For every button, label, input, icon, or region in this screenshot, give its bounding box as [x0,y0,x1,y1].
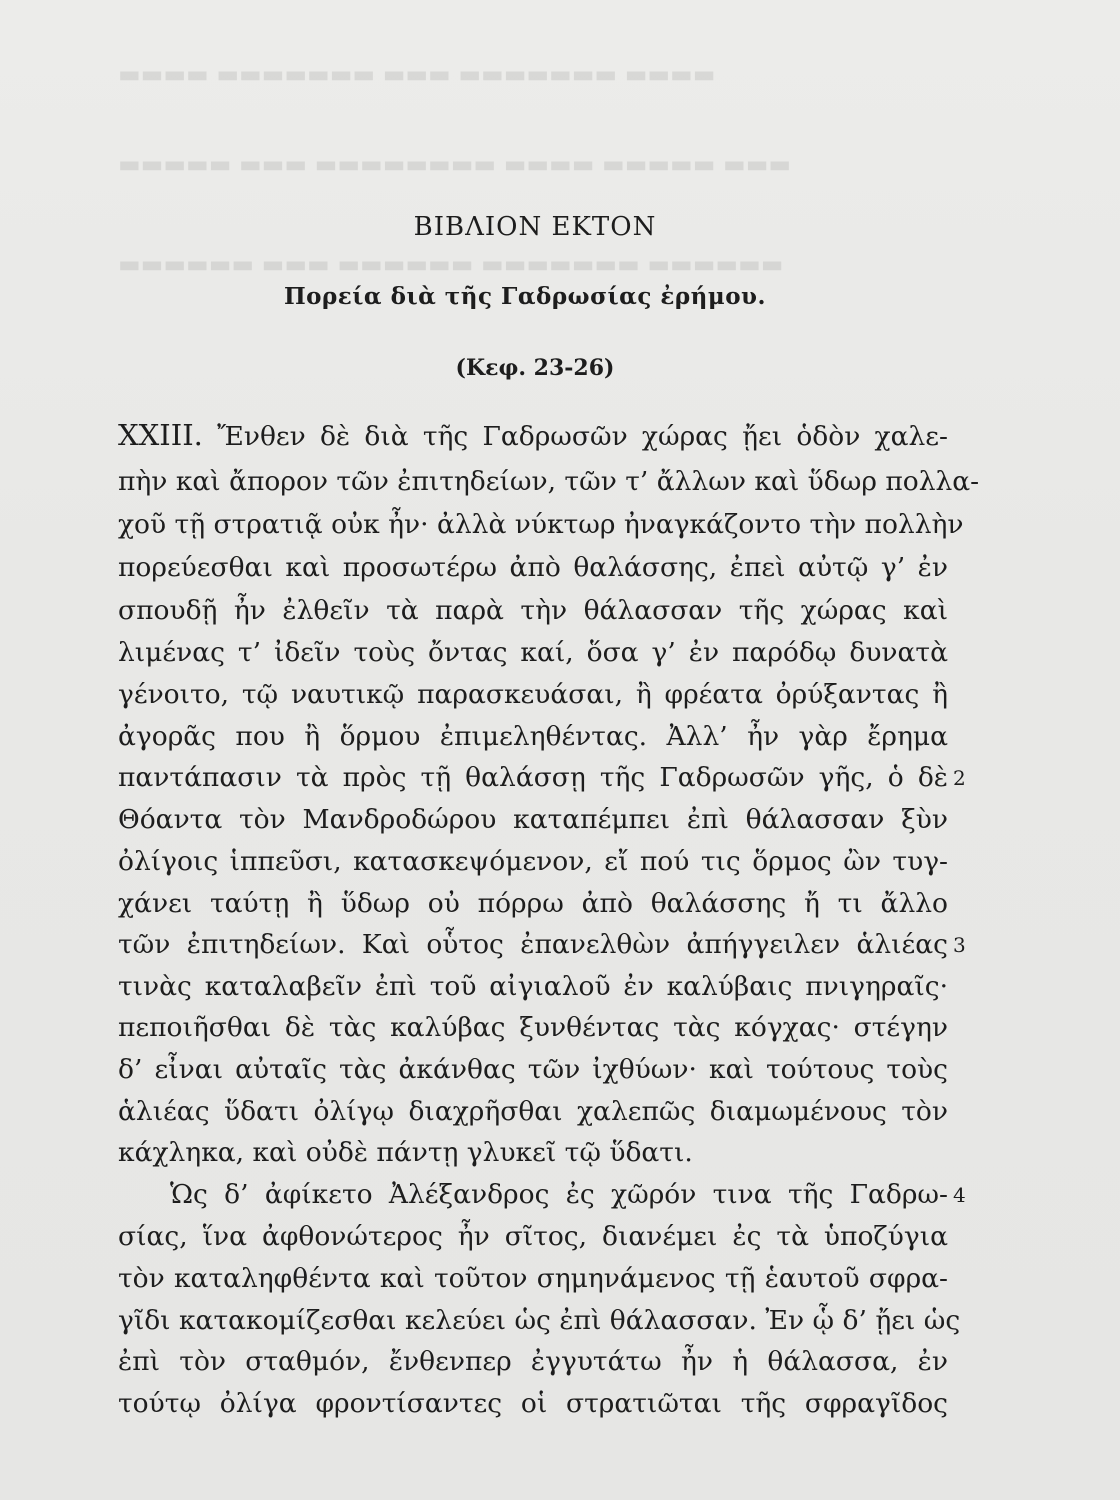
text-line-11: ὀλίγοις ἱππεῦσι, κατασκεψόμενον, εἴ πού τις ὅρμος ὢν τυγ- [118,846,948,877]
text-line-18: κάχληκα, καὶ οὐδὲ πάντῃ γλυκεῖ τῷ ὕδατι. [118,1137,693,1168]
text-line-10: Θόαντα τὸν Μανδροδώρου καταπέμπει ἐπὶ θάλασσαν ξὺν [118,804,948,835]
text-line-3: χοῦ τῇ στρατιᾷ οὐκ ἦν· ἀλλὰ νύκτωρ ἠναγκάζοντο τὴν πολλὴν [118,509,964,540]
margin-section-number: 3 [953,933,966,957]
text-line-19: Ὡς δ’ ἀφίκετο Ἀλέξανδρος ἐς χῶρόν τινα τῆς Γαδρω- [170,1179,948,1210]
bleed-through-text: ▬▬▬▬▬ ▬▬▬ ▬▬▬▬▬▬▬▬ ▬▬▬▬ ▬▬▬▬▬ ▬▬▬ [118,150,792,178]
text-line-9: παντάπασιν τὰ πρὸς τῇ θαλάσσῃ τῆς Γαδρωσῶν γῆς, ὁ δὲ [118,762,948,793]
text-line-24: τούτῳ ὀλίγα φροντίσαντες οἱ στρατιῶται τῆς σφραγῖδος [118,1388,948,1419]
text-line-16: δ’ εἶναι αὐταῖς τὰς ἀκάνθας τῶν ἰχθύων· καὶ τούτους τοὺς [118,1054,948,1085]
text-line-13: τῶν ἐπιτηδείων. Καὶ οὗτος ἐπανελθὼν ἀπήγγειλεν ἁλιέας [118,929,948,960]
section-title: Πορεία διὰ τῆς Γαδρωσίας ἐρήμου. [283,283,767,310]
text-line-22: γῖδι κατακομίζεσθαι κελεύει ὡς ἐπὶ θάλασσαν. Ἐν ᾧ δ’ ᾔει ὡς [118,1305,961,1336]
text-line-4: πορεύεσθαι καὶ προσωτέρω ἀπὸ θαλάσσης, ἐπεὶ αὐτῷ γ’ ἐν [118,552,948,583]
text-line-21: τὸν καταληφθέντα καὶ τοῦτον σημηνάμενος τῇ ἑαυτοῦ σφρα- [118,1263,948,1294]
text-line-17: ἁλιέας ὕδατι ὀλίγῳ διαχρῆσθαι χαλεπῶς διαμωμένους τὸν [118,1096,948,1127]
text-line-2: πὴν καὶ ἄπορον τῶν ἐπιτηδείων, τῶν τ’ ἄλλων καὶ ὕδωρ πολλα- [118,466,980,497]
text-line-8: ἀγορᾶς που ἢ ὅρμου ἐπιμεληθέντας. Ἀλλ’ ἦν γὰρ ἔρημα [118,721,948,752]
text-line-15: πεποιῆσθαι δὲ τὰς καλύβας ξυνθέντας τὰς κόγχας· στέγην [118,1012,948,1043]
text-line-6: λιμένας τ’ ἰδεῖν τοὺς ὄντας καί, ὅσα γ’ ἐν παρόδῳ δυνατὰ [118,637,948,668]
text-line-12: χάνει ταύτῃ ἢ ὕδωρ οὐ πόρρω ἀπὸ θαλάσσης ἤ τι ἄλλο [118,888,948,919]
text-line-23: ἐπὶ τὸν σταθμόν, ἔνθενπερ ἐγγυτάτω ἦν ἡ θάλασσα, ἐν [118,1346,948,1377]
text-line-7: γένοιτο, τῷ ναυτικῷ παρασκευάσαι, ἢ φρέατα ὀρύξαντας ἢ [118,679,948,710]
chapter-number: XXIII. [118,418,203,452]
text-line-14: τινὰς καταλαβεῖν ἐπὶ τοῦ αἰγιαλοῦ ἐν καλύβαις πνιγηραῖς· [118,971,948,1002]
text-line-5: σπουδῇ ἦν ἐλθεῖν τὰ παρὰ τὴν θάλασσαν τῆς χώρας καὶ [118,595,948,626]
margin-section-number: 2 [953,766,966,790]
book-title: ΒΙΒΛΙΟΝ ΕΚΤΟΝ [413,212,657,242]
chapter-range: (Κεφ. 23-26) [455,355,615,381]
text-line-20: σίας, ἵνα ἀφθονώτερος ἦν σῖτος, διανέμει ἐς τὰ ὑποζύγια [118,1221,948,1252]
text-line-1: XXIII. Ἔνθεν δὲ διὰ τῆς Γαδρωσῶν χώρας ᾔει ὁδὸν χαλε- [118,418,948,452]
margin-section-number: 4 [953,1183,966,1207]
bleed-through-text: ▬▬▬▬ ▬▬▬▬▬▬▬ ▬▬▬ ▬▬▬▬▬▬▬ ▬▬▬▬ [118,60,716,88]
bleed-through-text: ▬▬▬▬▬▬ ▬▬▬ ▬▬▬▬▬▬ ▬▬▬▬▬▬▬ ▬▬▬▬▬▬ [118,250,784,278]
